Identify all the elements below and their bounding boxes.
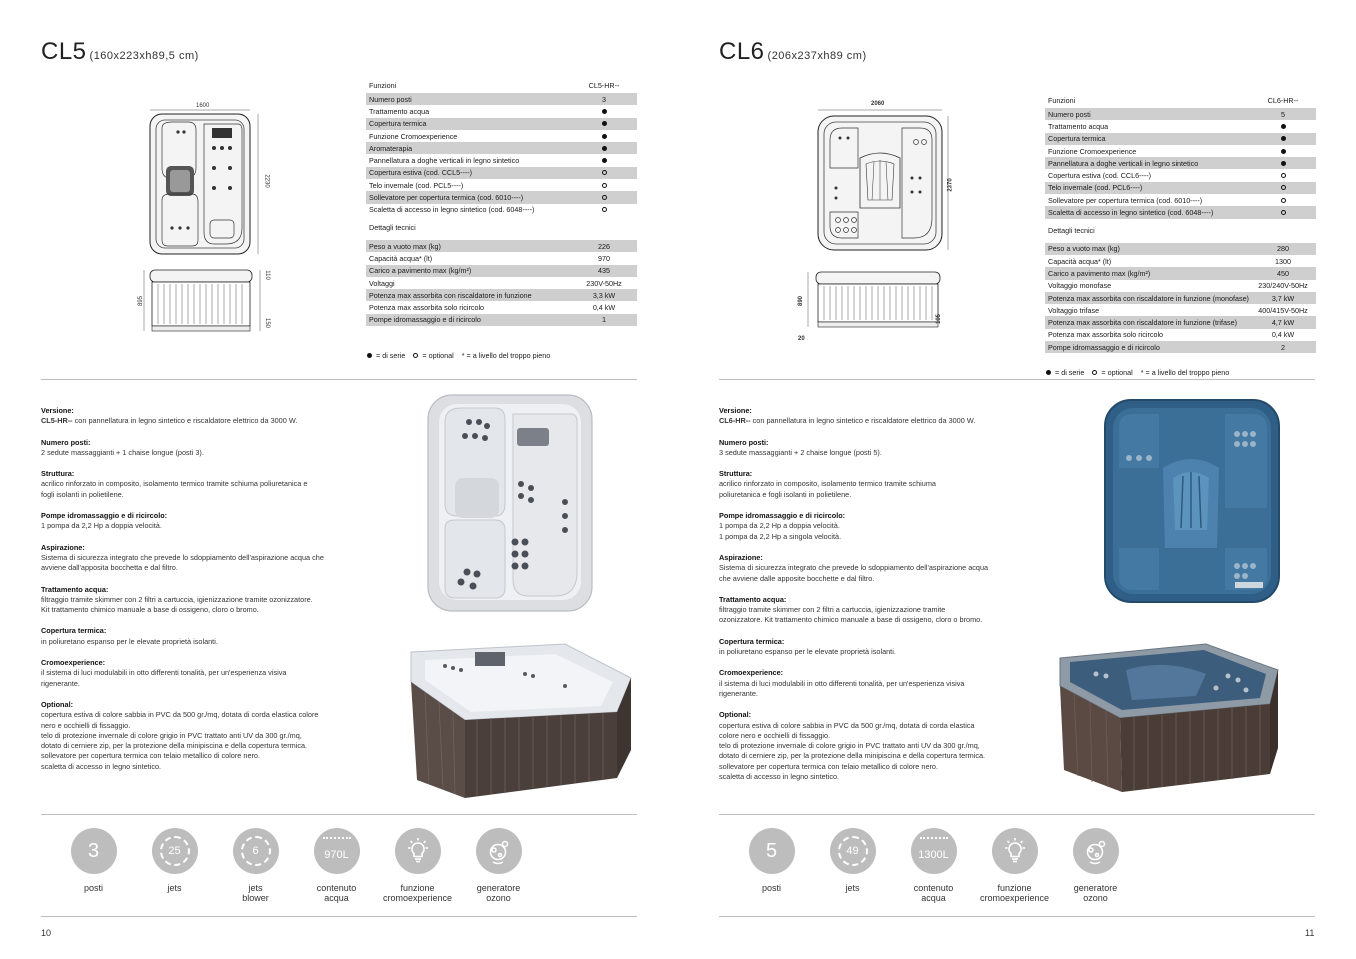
row-label: Scaletta di accesso in legno sintetico (cod. 6048----) [369, 205, 535, 215]
description-text: 1 pompa da 2,2 Hp a doppia velocità. 1 pompa da 2,2 Hp a singola velocità. [719, 521, 842, 541]
row-value: 970 [598, 253, 610, 263]
description-title: Aspirazione: [41, 542, 85, 552]
divider [719, 916, 1315, 917]
jets-icon [152, 828, 198, 874]
tech-row [1045, 292, 1316, 304]
tech-row [1045, 255, 1316, 267]
row-value: 226 [598, 241, 610, 251]
row-value: 3,7 kW [1271, 293, 1295, 303]
description-text: in poliuretano espanso per le elevate proprietà isolanti. [41, 636, 218, 646]
function-row [366, 142, 637, 154]
feature-value: 49 [846, 845, 859, 857]
tech-row [1045, 341, 1316, 353]
tech-row [1045, 316, 1316, 328]
spa-top-photo [1103, 398, 1283, 606]
description-title: Optional: [41, 699, 74, 709]
feature-item [1055, 828, 1136, 903]
tech-row [1045, 267, 1316, 279]
row-value [1253, 134, 1313, 143]
description-title: Struttura: [41, 469, 75, 479]
water-capacity-icon [314, 828, 360, 874]
standard-dot-icon [602, 121, 607, 126]
feature-item [215, 828, 296, 903]
tech-list [366, 240, 637, 326]
description-block [41, 511, 346, 532]
row-value: 280 [1277, 244, 1289, 254]
divider [41, 379, 637, 380]
function-row [1045, 120, 1316, 132]
function-row [1045, 169, 1316, 181]
description-title: Pompe idromassaggio e di ricircolo: [41, 511, 168, 521]
standard-dot-icon [602, 134, 607, 139]
row-label: Trattamento acqua [369, 106, 430, 116]
divider [719, 814, 1315, 815]
feature-item [458, 828, 539, 903]
feature-value: 25 [168, 845, 181, 857]
row-value [1253, 122, 1313, 131]
row-label: Pompe idromassaggio e di ricircolo [1048, 342, 1160, 352]
optional-ring-icon [1092, 370, 1097, 375]
legend: = di serie = optional * = a livello del troppo pieno [1046, 368, 1229, 377]
water-capacity-icon [911, 828, 957, 874]
page-number: 11 [1305, 928, 1315, 938]
description-block [41, 626, 346, 647]
jet-ring [160, 836, 190, 866]
standard-dot-icon [602, 146, 607, 151]
row-label: Carico a pavimento max (kg/m²) [1048, 268, 1151, 278]
jet-ring [241, 836, 271, 866]
row-value [1253, 159, 1313, 168]
function-row [1045, 133, 1316, 145]
row-label: Aromaterapia [369, 143, 413, 153]
top-view-drawing: 2060 2370 [816, 108, 951, 258]
tech-row [366, 314, 637, 326]
version-text: con pannellatura in legno sintetico e riscaldatore elettrico da 3000 W. [750, 416, 976, 426]
ozone-icon [1073, 828, 1119, 874]
description-title: Pompe idromassaggio e di ricircolo: [719, 511, 846, 521]
row-label: Voltaggi [369, 278, 395, 288]
feature-value: 1300L [918, 849, 949, 861]
description-block [41, 585, 346, 616]
standard-dot-icon [1281, 149, 1286, 154]
spec-table [366, 78, 637, 326]
row-value [574, 168, 634, 177]
description-title: Trattamento acqua: [719, 594, 787, 604]
description-title: Versione: [719, 406, 752, 415]
row-value [574, 107, 634, 116]
row-value: 400/415V-50Hz [1258, 305, 1308, 315]
row-label: Copertura termica [369, 119, 427, 129]
row-value [574, 181, 634, 190]
tech-header: Dettagli tecnici [369, 223, 416, 233]
water-wave [920, 837, 948, 840]
description-title: Copertura termica: [719, 636, 785, 646]
tech-row [1045, 280, 1316, 292]
description-block [719, 595, 1024, 626]
row-label: Telo invernale (cod. PCL6----) [1048, 183, 1143, 193]
feature-item [893, 828, 974, 903]
description-block [719, 668, 1024, 699]
description [719, 406, 1024, 793]
description-text: il sistema di luci modulabili in otto differenti tonalità, per un'esperienza visiva rigenerante. [719, 678, 965, 698]
side-view-drawing: 890 105 20 [800, 270, 950, 332]
row-label: Sollevatore per copertura termica (cod. 6010----) [1048, 195, 1203, 205]
description-block [719, 710, 1024, 782]
description-block [719, 469, 1024, 500]
row-value: 0,4 kW [1271, 330, 1295, 340]
feature-item [377, 828, 458, 903]
row-label: Pannellatura a doghe verticali in legno sintetico [369, 156, 520, 166]
row-value: 450 [1277, 268, 1289, 278]
jets-icon [233, 828, 279, 874]
divider [41, 814, 637, 815]
row-value [574, 193, 634, 202]
row-label: Numero posti [1048, 109, 1091, 119]
tech-list [1045, 243, 1316, 354]
description-text: filtraggio tramite skimmer con 2 filtri a cartuccia, igienizzazione tramite ozonizzatore. Kit trattamento chimico manuale a base di ossigeno, cloro o bromo. [719, 605, 983, 625]
function-row [366, 118, 637, 130]
row-label: Sollevatore per copertura termica (cod. 6010----) [369, 193, 524, 203]
seats-icon [749, 828, 795, 874]
row-value [1253, 196, 1313, 205]
function-row [1045, 206, 1316, 218]
row-label: Pannellatura a doghe verticali in legno sintetico [1048, 158, 1199, 168]
tech-row [1045, 304, 1316, 316]
description-block [719, 438, 1024, 459]
function-row [366, 191, 637, 203]
standard-dot-icon [602, 158, 607, 163]
row-label: Telo invernale (cod. PCL5----) [369, 180, 464, 190]
standard-dot-icon [1281, 124, 1286, 129]
divider [41, 916, 637, 917]
row-value: 3,3 kW [592, 290, 616, 300]
row-label: Scaletta di accesso in legno sintetico (cod. 6048----) [1048, 208, 1214, 218]
standard-dot-icon [1281, 136, 1286, 141]
row-value [1253, 183, 1313, 192]
row-label: Carico a pavimento max (kg/m²) [369, 266, 472, 276]
feature-value: 6 [252, 845, 259, 857]
feature-label: jets [167, 883, 182, 893]
row-value [574, 119, 634, 128]
light-bulb-icon [395, 828, 441, 874]
feature-label: posti [761, 883, 781, 893]
tech-row [366, 252, 637, 264]
description-title: Versione: [41, 406, 74, 415]
description-title: Cromoexperience: [41, 658, 106, 668]
row-value [574, 156, 634, 165]
top-view-drawing: 1600 2230 [148, 108, 268, 258]
feature-item [296, 828, 377, 903]
function-row [1045, 182, 1316, 194]
description-block [41, 438, 346, 459]
optional-ring-icon [1281, 185, 1286, 190]
water-wave [323, 837, 351, 840]
function-row [1045, 194, 1316, 206]
description-text: copertura estiva di colore sabbia in PVC da 500 gr./mq, dotata di corda elastica colore nero e occhielli di fissaggio. telo di protezione invernale di colore grigio in PVC trattato anti UV da 300 gr./mq, dotato di cerniere zip, per la protezione della minipiscina e della copertura termica. sollevatore per copertura termica con telaio metallico di colore nero. scaletta di accesso in legno sintetico. [41, 710, 319, 771]
row-label: Capacità acqua* (lt) [1048, 256, 1112, 266]
description-block [41, 543, 346, 574]
seats-icon [71, 828, 117, 874]
feature-label: contenuto acqua [316, 883, 357, 903]
function-row [1045, 145, 1316, 157]
description-text: 3 sedute massaggianti + 2 chaise longue (posti 5). [719, 447, 882, 457]
function-row [366, 130, 637, 142]
light-bulb-icon [992, 828, 1038, 874]
description-text [41, 416, 346, 426]
legend: = di serie = optional * = a livello del troppo pieno [367, 351, 550, 360]
description-title: Cromoexperience: [719, 668, 784, 678]
spec-table [1045, 93, 1316, 353]
optional-ring-icon [1281, 198, 1286, 203]
standard-dot-icon [602, 109, 607, 114]
description-text [719, 416, 1024, 426]
function-row [366, 167, 637, 179]
row-label: Numero posti [369, 94, 412, 104]
row-label: Peso a vuoto max (kg) [369, 241, 441, 251]
row-value: 2 [1281, 342, 1285, 352]
function-row [366, 179, 637, 191]
row-label: Potenza max assorbita solo ricircolo [369, 303, 485, 313]
row-value [1253, 171, 1313, 180]
feature-item [812, 828, 893, 903]
row-value: 0,4 kW [592, 303, 616, 313]
version-code: CL5-HR-- [41, 416, 73, 426]
feature-value: 5 [765, 839, 778, 862]
row-value: 4,7 kW [1271, 318, 1295, 328]
description-text: 1 pompa da 2,2 Hp a doppia velocità. [41, 521, 162, 531]
description-block [719, 553, 1024, 584]
optional-ring-icon [602, 195, 607, 200]
standard-dot-icon [367, 353, 372, 358]
description-text: copertura estiva di colore sabbia in PVC da 500 gr./mq, dotata di corda elastica colore nero e occhielli di fissaggio. telo di protezione invernale di colore grigio in PVC trattato anti UV da 300 gr./mq, dotato di cerniere zip, per la protezione della minipiscina e della copertura termica. sollevatore per copertura termica con telaio metallico di colore nero. scaletta di accesso in legno sintetico. [719, 720, 986, 782]
row-label: Voltaggio trifase [1048, 305, 1100, 315]
row-value: 1300 [1275, 256, 1291, 266]
row-label: Potenza max assorbita solo ricircolo [1048, 330, 1164, 340]
description-block [719, 637, 1024, 658]
row-value [574, 205, 634, 214]
spa-perspective-photo [1056, 640, 1281, 796]
tech-row [1045, 329, 1316, 341]
row-value: 1 [602, 315, 606, 325]
description-text: in poliuretano espanso per le elevate proprietà isolanti. [719, 647, 896, 657]
optional-ring-icon [602, 183, 607, 188]
feature-label: jets blower [242, 883, 269, 903]
tech-row [366, 277, 637, 289]
version-text: con pannellatura in legno sintetico e riscaldatore elettrico da 3000 W. [72, 416, 298, 426]
row-label: Peso a vuoto max (kg) [1048, 244, 1120, 254]
row-value [1253, 208, 1313, 217]
jets-icon [830, 828, 876, 874]
description-title: Copertura termica: [41, 626, 107, 636]
row-value: 435 [598, 266, 610, 276]
function-row [366, 154, 637, 166]
feature-icons [731, 828, 1136, 903]
row-label: Copertura termica [1048, 134, 1106, 144]
row-value: 3 [602, 94, 606, 104]
feature-item [134, 828, 215, 903]
function-row [366, 93, 637, 105]
description-text: acrilico rinforzato in composito, isolamento termico tramite schiuma poliuretanica e fogli isolanti in polietilene. [41, 479, 308, 499]
description-text: filtraggio tramite skimmer con 2 filtri a cartuccia, igienizzazione tramite ozonizzatore. Kit trattamento chimico manuale a base di ossigeno, cloro o bromo. [41, 594, 313, 615]
optional-ring-icon [413, 353, 418, 358]
row-label: Potenza max assorbita con riscaldatore in funzione (trifase) [1048, 318, 1237, 328]
page-cl6 [678, 0, 1356, 959]
row-label: Voltaggio monofase [1048, 281, 1112, 291]
row-label: Potenza max assorbita con riscaldatore in funzione (monofase) [1048, 293, 1249, 303]
feature-icons [53, 828, 539, 903]
description-block [719, 511, 1024, 542]
row-label: Trattamento acqua [1048, 121, 1109, 131]
row-label: Funzione Cromoexperience [369, 131, 458, 141]
description-text: Sistema di sicurezza integrato che prevede lo sdoppiamento dell'aspirazione acqua che avviene dall'apposita bocchetta e dal filtro. [41, 552, 324, 573]
feature-label: contenuto acqua [913, 883, 954, 903]
standard-dot-icon [1046, 370, 1051, 375]
jet-ring [838, 836, 868, 866]
description-block [41, 700, 346, 772]
description-title: Struttura: [719, 469, 753, 479]
optional-ring-icon [602, 170, 607, 175]
functions-list [366, 93, 637, 216]
description-title: Optional: [719, 710, 752, 720]
description-block [41, 406, 346, 427]
row-label: Copertura estiva (cod. CCL6----) [1048, 171, 1152, 181]
function-row [1045, 157, 1316, 169]
feature-label: jets [845, 883, 860, 893]
feature-value: 3 [87, 839, 100, 862]
functions-header: Funzioni CL6-HR-- [1048, 96, 1299, 105]
feature-value: 970L [324, 849, 349, 861]
feature-item [731, 828, 812, 903]
feature-label: funzione cromoexperience [979, 883, 1050, 903]
function-row [1045, 108, 1316, 120]
description-text: 2 sedute massaggianti + 1 chaise longue (posti 3). [41, 447, 204, 457]
row-label: Potenza max assorbita con riscaldatore in funzione [369, 290, 532, 300]
feature-item [974, 828, 1055, 903]
model-title: CL6 (206x237xh89 cm) [719, 38, 867, 65]
description-title: Trattamento acqua: [41, 584, 109, 594]
spa-perspective-photo [405, 630, 637, 800]
tech-row [1045, 243, 1316, 255]
row-value: 5 [1281, 109, 1285, 119]
tech-row [366, 265, 637, 277]
description-text: Sistema di sicurezza integrato che prevede lo sdoppiamento dell'aspirazione acqua che avviene dalle apposite bocchette e dal filtro. [719, 563, 989, 583]
tech-row [366, 289, 637, 301]
feature-label: funzione cromoexperience [382, 883, 453, 903]
row-value: 230V-50Hz [586, 278, 622, 288]
row-value [574, 132, 634, 141]
feature-item [53, 828, 134, 903]
description-block [41, 469, 346, 500]
optional-ring-icon [602, 207, 607, 212]
row-label: Pompe idromassaggio e di ricircolo [369, 315, 481, 325]
description [41, 406, 346, 783]
description-text: acrilico rinforzato in composito, isolamento termico tramite schiuma poliuretanica e fogli isolanti in polietilene. [719, 479, 936, 499]
feature-label: generatore ozono [476, 883, 521, 903]
model-title: CL5 (160x223xh89,5 cm) [41, 38, 199, 65]
row-value: 230/240V-50Hz [1258, 281, 1308, 291]
optional-ring-icon [1281, 210, 1286, 215]
functions-header: Funzioni CL5-HR-- [369, 81, 620, 90]
tech-header: Dettagli tecnici [1048, 226, 1095, 236]
row-label: Capacità acqua* (lt) [369, 253, 433, 263]
side-view-drawing: 895 110 150 [138, 268, 273, 334]
description-title: Numero posti: [719, 437, 769, 447]
ozone-icon [476, 828, 522, 874]
version-code: CL6-HR-- [719, 416, 751, 426]
feature-label: posti [83, 883, 103, 893]
optional-ring-icon [1281, 173, 1286, 178]
standard-dot-icon [1281, 161, 1286, 166]
row-value [1253, 147, 1313, 156]
description-block [719, 406, 1024, 427]
description-title: Numero posti: [41, 437, 91, 447]
divider [719, 379, 1315, 380]
tech-row [366, 301, 637, 313]
row-label: Copertura estiva (cod. CCL5----) [369, 168, 473, 178]
tech-row [366, 240, 637, 252]
description-text: il sistema di luci modulabili in otto differenti tonalità, per un'esperienza visiva rigenerante. [41, 668, 287, 688]
functions-list [1045, 108, 1316, 219]
feature-label: generatore ozono [1073, 883, 1118, 903]
spa-top-photo [425, 392, 595, 614]
function-row [366, 105, 637, 117]
page-number: 10 [41, 928, 52, 938]
row-label: Funzione Cromoexperience [1048, 146, 1137, 156]
function-row [366, 204, 637, 216]
row-value [574, 144, 634, 153]
description-title: Aspirazione: [719, 552, 763, 562]
description-block [41, 658, 346, 689]
